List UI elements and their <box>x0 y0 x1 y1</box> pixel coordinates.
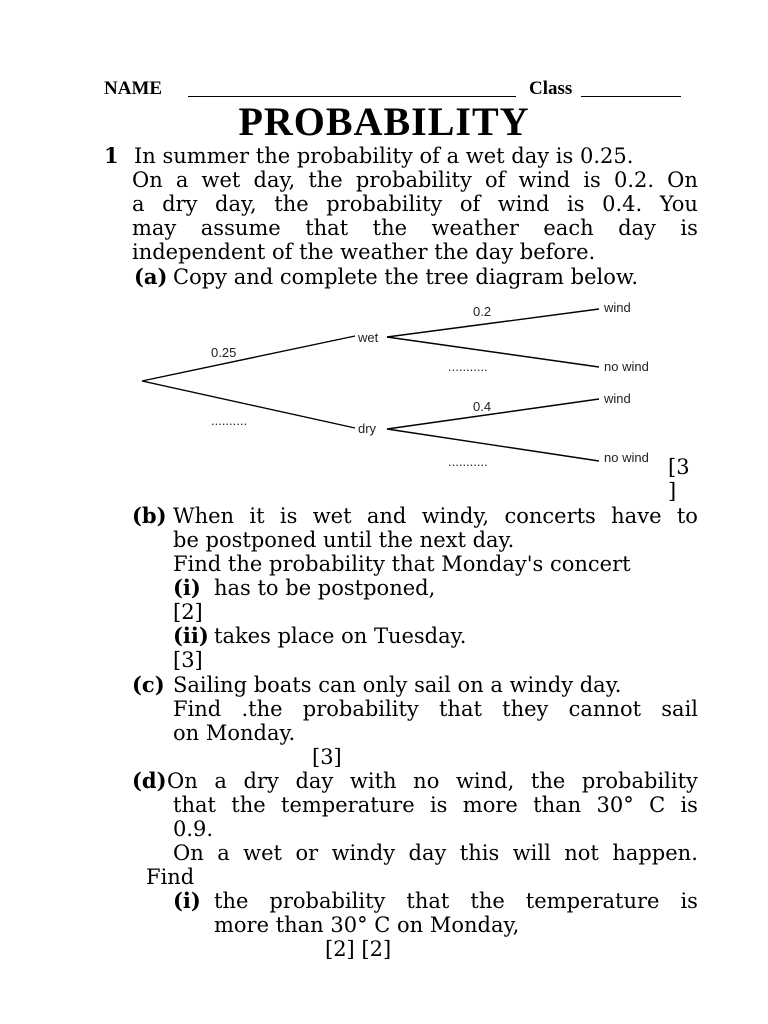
intro-line-2: On a wet day, the probability of wind is 0.2. On <box>132 168 698 192</box>
part-b-line-2: be postponed until the next day. <box>173 528 515 552</box>
part-c-line-2: Find .the probability that they cannot sail <box>173 697 698 721</box>
part-b-i-text: has to be postponed, <box>214 576 436 600</box>
branch-root-wet <box>142 336 355 381</box>
tree-diagram <box>130 295 680 480</box>
prob-dry-wind: 0.4 <box>473 399 492 414</box>
part-a-text: Copy and complete the tree diagram below. <box>173 265 639 289</box>
question-number: 1 <box>104 143 119 168</box>
node-dry: dry <box>358 421 377 436</box>
node-wet: wet <box>358 330 379 345</box>
part-d-line-2: that the temperature is more than 30° C is <box>173 793 698 817</box>
part-d-marks: [2] [2] <box>325 937 392 961</box>
outcome-dry-nowind: no wind <box>604 450 649 465</box>
prob-wet-nowind: ........... <box>448 359 488 374</box>
part-d-i-label: (i) <box>173 888 201 913</box>
intro-line-5: independent of the weather the day before. <box>132 240 596 264</box>
prob-dry-nowind: ........... <box>448 454 488 469</box>
page-title: PROBABILITY <box>238 99 530 144</box>
part-b-line-1: When it is wet and windy, concerts have to <box>173 504 698 528</box>
branch-dry-nowind <box>387 429 599 461</box>
part-b-ii-text: takes place on Tuesday. <box>214 624 467 648</box>
intro-line-3: a dry day, the probability of wind is 0.4. You <box>132 192 698 216</box>
prob-dry: .......... <box>211 413 248 428</box>
class-label: Class <box>529 78 573 99</box>
part-d-line-1: On a dry day with no wind, the probability <box>167 769 698 793</box>
intro-line-1: In summer the probability of a wet day is 0.25. <box>134 144 634 168</box>
intro-line-4: may assume that the weather each day is <box>132 216 698 240</box>
part-d-label: (d) <box>132 768 167 793</box>
prob-wet-wind: 0.2 <box>473 304 492 319</box>
name-field-line[interactable] <box>188 96 516 97</box>
part-a-label: (a) <box>134 264 168 289</box>
branch-root-dry <box>142 381 355 428</box>
part-a-marks: [3 <box>668 455 690 479</box>
part-b-i-marks: [2] <box>173 600 203 624</box>
part-c-line-3: on Monday. <box>173 721 296 745</box>
part-d-line-3: 0.9. <box>173 817 214 841</box>
name-label: NAME <box>104 78 163 99</box>
branch-wet-nowind <box>387 337 599 367</box>
branch-wet-wind <box>387 309 599 337</box>
part-d-line-5: Find <box>146 865 195 889</box>
part-d-i-line-2: more than 30° C on Monday, <box>214 913 520 937</box>
part-d-line-4: On a wet or windy day this will not happen. <box>173 841 698 865</box>
part-b-i-label: (i) <box>173 575 201 600</box>
part-b-line-3: Find the probability that Monday's concert <box>173 552 631 576</box>
outcome-wet-wind: wind <box>604 300 631 315</box>
part-b-ii-marks: [3] <box>173 648 203 672</box>
outcome-dry-wind: wind <box>604 391 631 406</box>
part-c-line-1: Sailing boats can only sail on a windy day. <box>173 673 622 697</box>
part-b-ii-label: (ii) <box>173 623 209 648</box>
part-a-marks-close: ] <box>668 479 677 503</box>
part-c-marks: [3] <box>312 745 342 769</box>
outcome-wet-nowind: no wind <box>604 359 649 374</box>
branch-dry-wind <box>387 399 599 429</box>
part-b-label: (b) <box>132 503 167 528</box>
part-d-i-line-1: the probability that the temperature is <box>214 889 698 913</box>
part-c-label: (c) <box>132 672 165 697</box>
prob-wet: 0.25 <box>211 345 237 360</box>
class-field-line[interactable] <box>581 96 681 97</box>
